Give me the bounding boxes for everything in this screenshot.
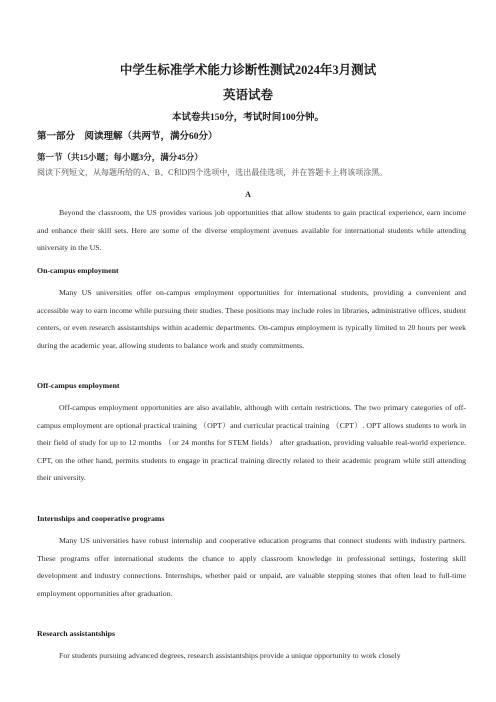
heading-off-campus: Off-campus employment: [37, 381, 120, 390]
intro-paragraph: Beyond the classroom, the US provides various job opportunities that allow students to gain practical experience, earn income and enhance their skill sets. Here are some of the diverse employment avenues available for international students while attending university in the US.: [37, 208, 466, 253]
passage-letter: A: [245, 190, 251, 199]
section-title: 第一节（共15小题；每小题3分，满分45分）: [37, 152, 203, 162]
heading-on-campus: On-campus employment: [37, 266, 119, 275]
heading-internships: Internships and cooperative programs: [37, 514, 165, 523]
exam-meta: 本试卷共150分，考试时间100分钟。: [171, 113, 324, 123]
exam-title: 中学生标准学术能力诊断性测试2024年3月测试: [119, 63, 377, 77]
internships-paragraph: Many US universities have robust internship and cooperative education programs that connect students with industry partners. These programs offer international students the chance to apply classroom knowledge in professional settings, fostering skill development and industry connections. Internships, whether paid or unpaid, are valuable stepping stones that often lead to full-time employment opportunities after graduation.: [37, 536, 466, 598]
part-title: 第一部分 阅读理解（共两节，满分60分）: [37, 132, 218, 142]
instruction-text: 阅读下列短文，从每题所给的A、B、C和D四个选项中，选出最佳选项，并在答题卡上将该项涂黑。: [37, 168, 388, 177]
exam-subject: 英语试卷: [222, 88, 273, 102]
research-paragraph: For students pursuing advanced degrees, research assistantships provide a unique opportunity to work closely: [59, 651, 401, 660]
heading-research: Research assistantships: [37, 629, 116, 638]
on-campus-paragraph: Many US universities offer on-campus employment opportunities for international students, providing a convenient and accessible way to earn income while pursuing their studies. These positions may include roles in libraries, administrative offices, student centers, or even research assistantships within academic departments. On-campus employment is typically limited to 20 hours per week during the academic year, allowing students to balance work and study commitments.: [37, 288, 466, 350]
off-campus-paragraph: Off-campus employment opportunities are also available, although with certain restrictions. The two primary categories of off-campus employment are optional practical training （OPT）and curricular practical training （CPT）. OPT allows students to work in their field of study for up to 12 months （or 24 months for STEM fields） after graduation, providing valuable real-world experience. CPT, on the other hand, permits students to engage in practical training directly related to their academic program while still attending their university.: [37, 403, 466, 483]
